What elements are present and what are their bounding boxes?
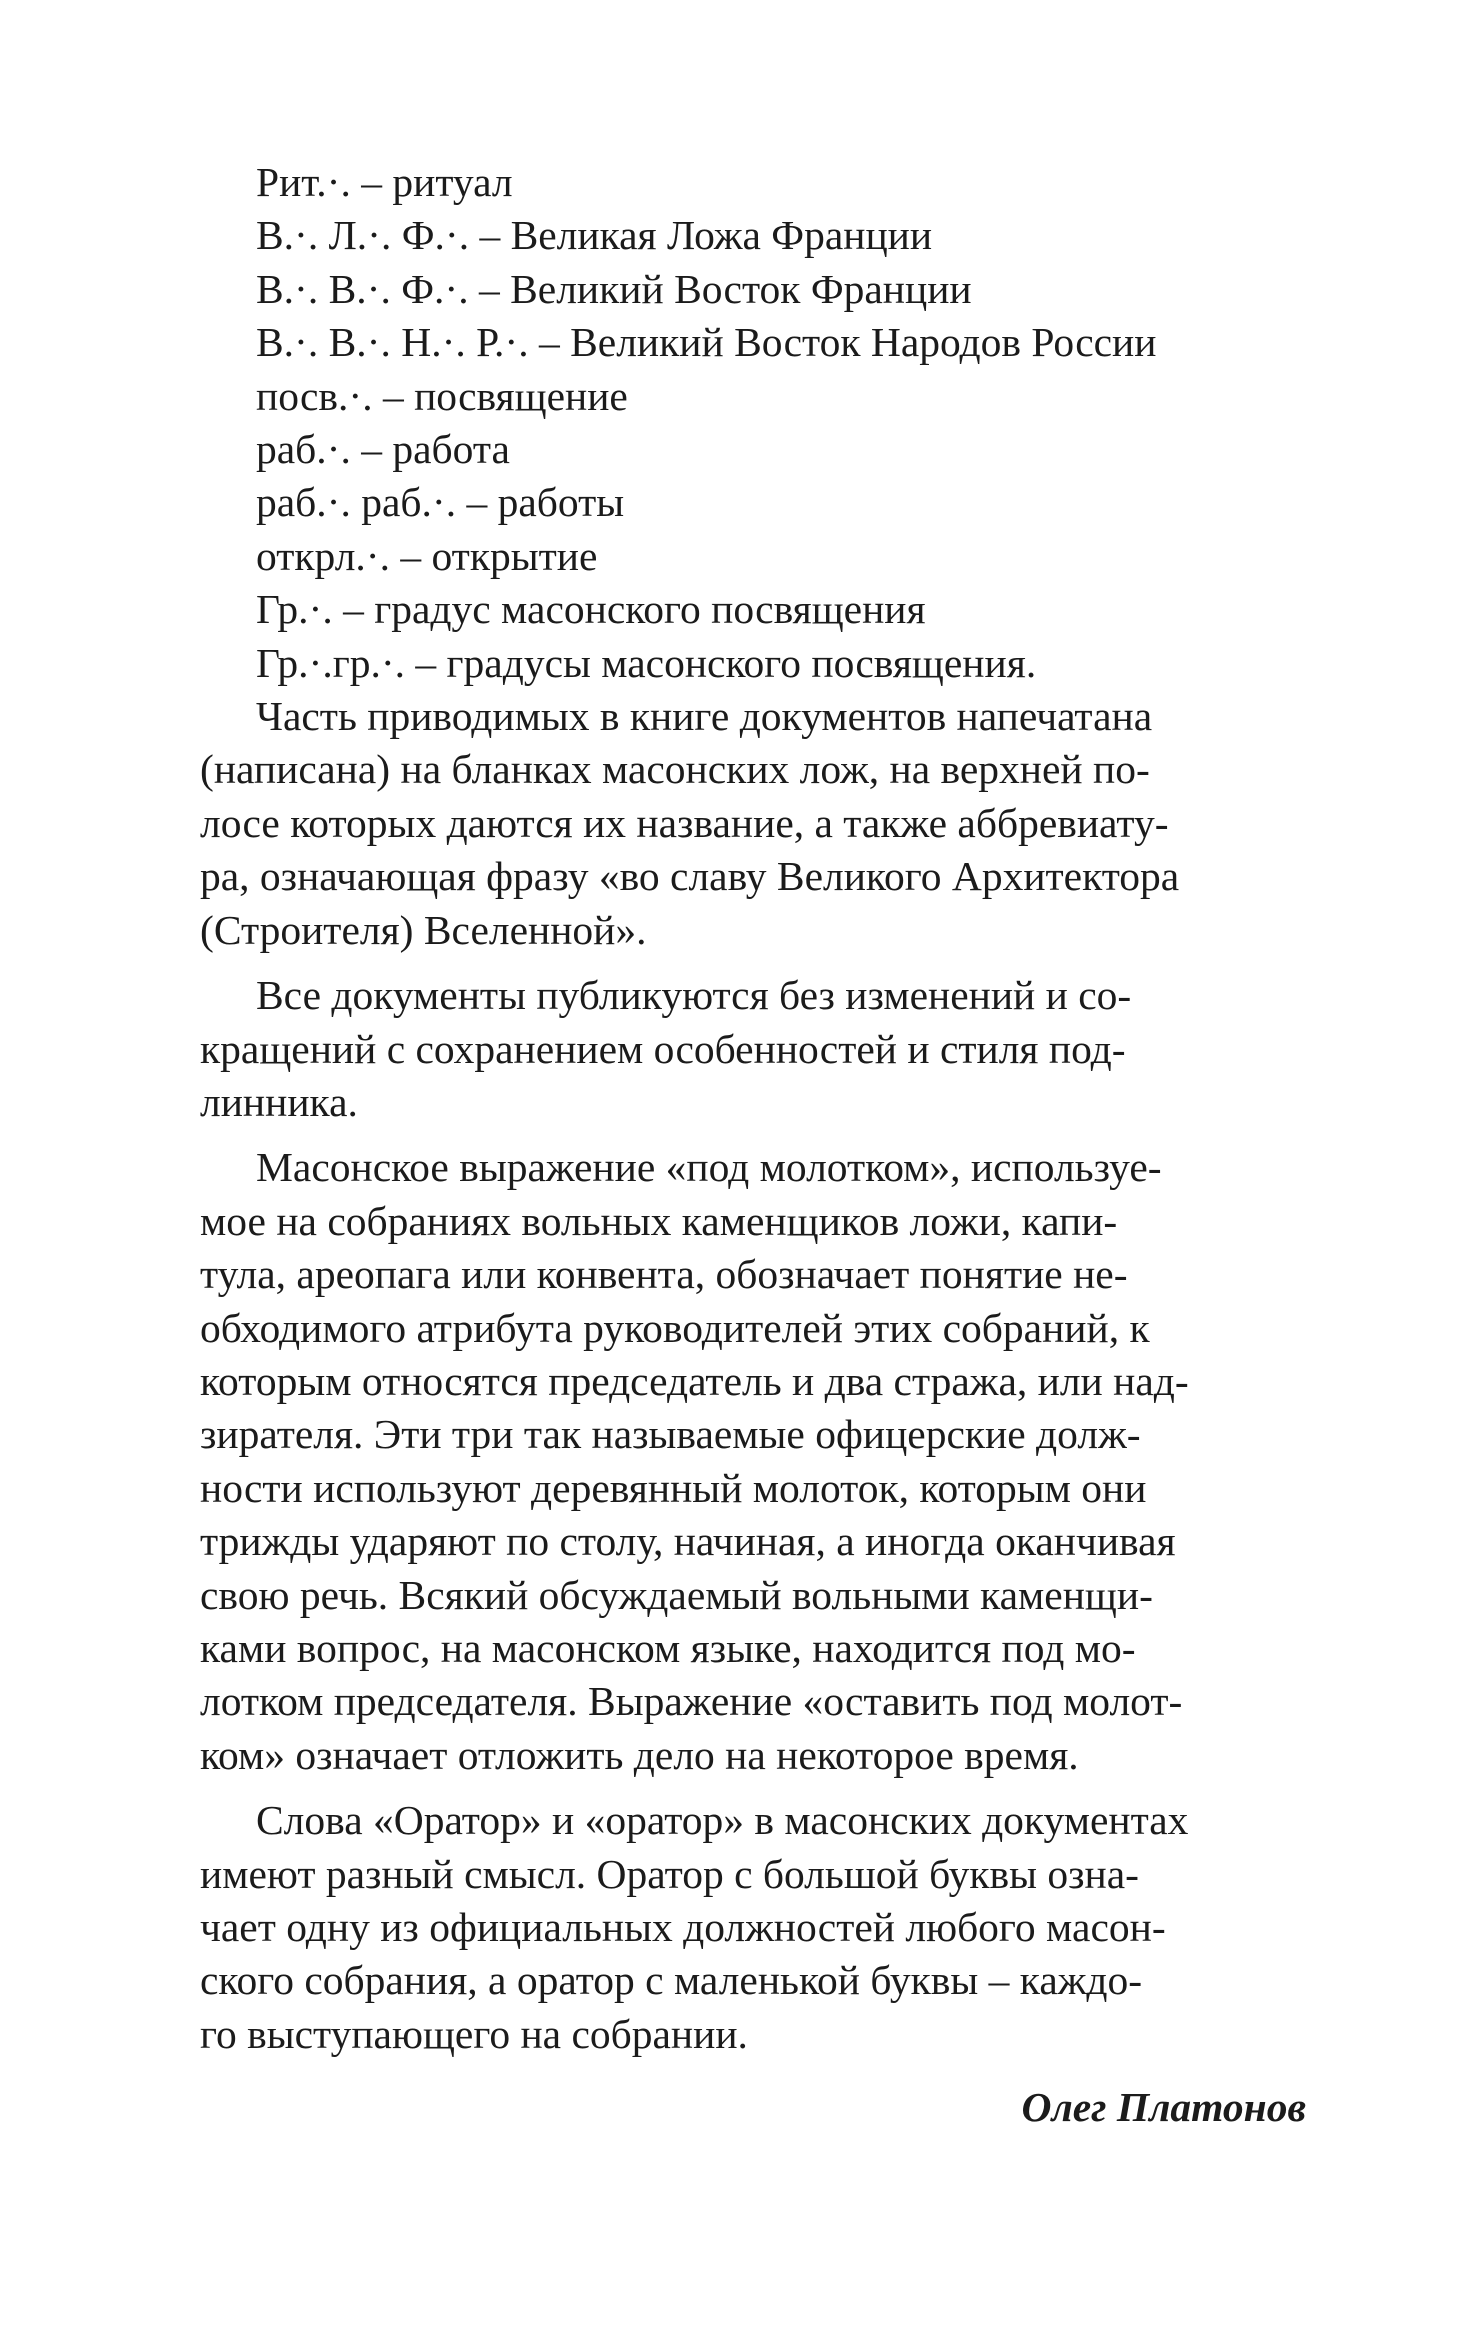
paragraph-line: ком» означает отложить дело на некоторое время. (200, 1731, 1079, 1778)
abbreviation-item: В.·. В.·. Ф.·. – Великий Восток Франции (256, 265, 972, 312)
paragraph-line: тула, ареопага или конвента, обозначает понятие не- (200, 1251, 1128, 1298)
body-paragraph (200, 1141, 1306, 1782)
abbreviation-item: открл.·. – открытие (256, 532, 598, 579)
paragraph-line: свою речь. Всякий обсуждаемый вольными каменщи- (200, 1571, 1153, 1618)
abbreviation-item: раб.·. раб.·. – работы (256, 479, 625, 526)
paragraph-line: ра, означающая фразу «во славу Великого Архитектора (200, 853, 1180, 900)
paragraph-line: имеют разный смысл. Оратор с большой буквы озна- (200, 1850, 1139, 1897)
paragraph-line: чает одну из официальных должностей любого масон- (200, 1904, 1166, 1950)
paragraph-line: Все документы публикуются без изменений и со- (256, 972, 1132, 1019)
paragraph-line: линника. (200, 1078, 358, 1125)
abbreviation-item: Гр.·.гр.·. – градусы масонского посвящения. (256, 639, 1037, 686)
paragraph-line: Масонское выражение «под молотком», используе- (256, 1144, 1162, 1191)
paragraphs (200, 690, 1306, 2061)
paragraph-line: (Строителя) Вселенной». (200, 906, 647, 953)
body-paragraph (200, 969, 1306, 1129)
author-signature: Олег Платонов (1021, 2084, 1306, 2131)
abbreviation-item: раб.·. – работа (256, 426, 510, 473)
paragraph-line: лосе которых даются их название, а также аббревиату- (200, 799, 1169, 846)
paragraph-line: ности используют деревянный молоток, которым они (200, 1464, 1147, 1511)
abbreviation-item: Гр.·. – градус масонского посвящения (256, 586, 926, 633)
paragraph-line: которым относятся председатель и два стража, или над- (200, 1357, 1189, 1404)
paragraph-line: обходимого атрибута руководителей этих собраний, к (200, 1304, 1150, 1351)
paragraph-line: Часть приводимых в книге документов напечатана (256, 693, 1153, 740)
abbreviation-list (256, 156, 1306, 690)
body-paragraph (200, 690, 1306, 957)
paragraph-line: Слова «Оратор» и «оратор» в масонских документах (256, 1797, 1189, 1844)
paragraph-line: кращений с сохранением особенностей и стиля под- (200, 1025, 1126, 1072)
page-body (200, 156, 1306, 2135)
body-paragraph (200, 1794, 1306, 2061)
abbreviation-item: Рит.·. – ритуал (256, 159, 513, 205)
paragraph-line: трижды ударяют по столу, начиная, а иногда оканчивая (200, 1518, 1176, 1565)
paragraph-line: лотком председателя. Выражение «оставить под молот- (200, 1678, 1183, 1725)
abbreviation-item: В.·. Л.·. Ф.·. – Великая Ложа Франции (256, 212, 933, 259)
paragraph-line: мое на собраниях вольных каменщиков ложи, капи- (200, 1197, 1118, 1244)
paragraph-line: го выступающего на собрании. (200, 2010, 748, 2057)
paragraph-line: ского собрания, а оратор с маленькой буквы – каждо- (200, 1957, 1143, 2004)
abbreviation-item: В.·. В.·. Н.·. Р.·. – Великий Восток Народов России (256, 319, 1157, 366)
abbreviation-item: посв.·. – посвящение (256, 372, 628, 419)
paragraph-line: зирателя. Эти три так называемые офицерские долж- (200, 1411, 1141, 1458)
paragraph-line: ками вопрос, на масонском языке, находится под мо- (200, 1624, 1136, 1671)
paragraph-line: (написана) на бланках масонских лож, на верхней по- (200, 746, 1150, 793)
